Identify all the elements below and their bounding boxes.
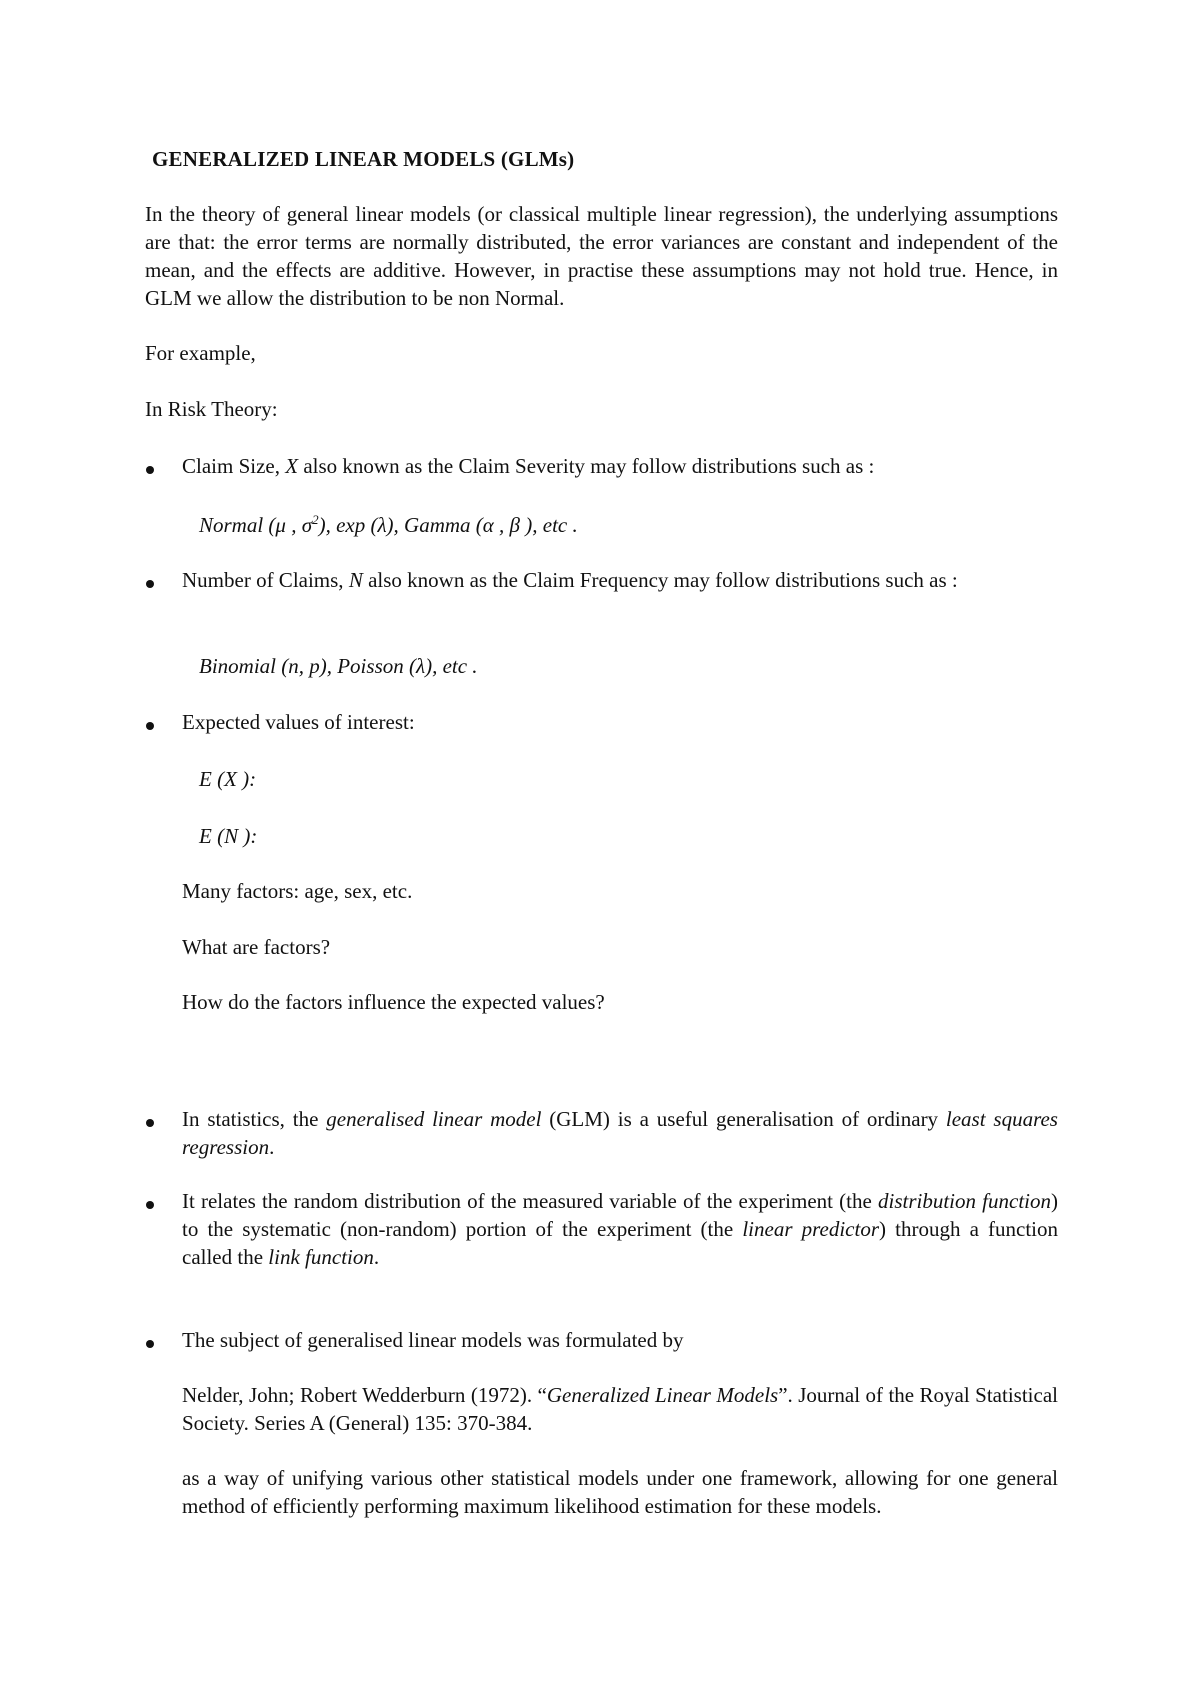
expected-n: E (N ): — [199, 824, 258, 848]
claim-size-pre: Claim Size, — [182, 454, 286, 478]
relates-d: . — [373, 1245, 380, 1269]
what-factors-line: What are factors? — [182, 935, 331, 959]
claim-size-post: also known as the Claim Severity may follow distributions such as : — [298, 454, 875, 478]
formula-rest: ), exp (λ), Gamma (α , β ), etc . — [318, 513, 578, 537]
num-claims-item — [182, 566, 1058, 594]
statistics-pre: In statistics, the — [182, 1107, 327, 1131]
statistics-item — [182, 1105, 1058, 1161]
expected-values-item: Expected values of interest: — [182, 710, 415, 734]
relates-em-link: link function — [268, 1245, 374, 1269]
citation-em-title: Generalized Linear Models — [546, 1383, 779, 1407]
formula-normal: Normal (μ , σ — [199, 513, 313, 537]
relates-item — [182, 1187, 1058, 1271]
unifying-paragraph: as a way of unifying various other statistical models under one framework, allowing for one general method of efficiently performing maximum likelihood estimation for these models. — [182, 1466, 1058, 1518]
bullet-dot-icon — [146, 722, 154, 730]
relates-b: ) to the systematic (non-random) portion of the experiment (the — [182, 1189, 1058, 1241]
claim-size-item — [182, 452, 1058, 480]
bullet-dot-icon — [146, 1201, 154, 1209]
relates-a: It relates the random distribution of the measured variable of the experiment (the — [182, 1189, 878, 1213]
bullet-dot-icon — [146, 466, 154, 474]
relates-em-predictor: linear predictor — [742, 1217, 879, 1241]
bullet-dot-icon — [146, 1119, 154, 1127]
num-claims-pre: Number of Claims, — [182, 568, 349, 592]
claim-size-formula — [199, 511, 1059, 539]
num-claims-formula: Binomial (n, p), Poisson (λ), etc . — [199, 654, 478, 678]
num-claims-post: also known as the Claim Frequency may follow distributions such as : — [362, 568, 958, 592]
bullet-dot-icon — [146, 1340, 154, 1348]
statistics-em-glm: generalised linear model — [326, 1107, 542, 1131]
num-claims-var: N — [348, 568, 363, 592]
expected-x: E (X ): — [199, 767, 257, 791]
bullet-dot-icon — [146, 580, 154, 588]
citation-a: Nelder, John; Robert Wedderburn (1972). “ — [182, 1383, 547, 1407]
how-factors-line: How do the factors influence the expected values? — [182, 990, 605, 1014]
for-example-line: For example, — [145, 341, 256, 365]
statistics-em-lsr: least squares regression — [182, 1107, 1058, 1159]
risk-theory-line: In Risk Theory: — [145, 397, 278, 421]
citation-b: ”. Journal of the Royal Statistical Society. Series A (General) 135: 370-384. — [182, 1383, 1058, 1435]
citation-paragraph — [182, 1381, 1058, 1437]
relates-em-distribution: distribution function — [877, 1189, 1051, 1213]
intro-paragraph: In the theory of general linear models (or classical multiple linear regression), the underlying assumptions are that: the error terms are normally distributed, the error variances are constant and independent of the mean, and the effects are additive. However, in practise these assumptions may not hold true. Hence, in GLM we allow the distribution to be non Normal. — [145, 202, 1058, 310]
subject-item: The subject of generalised linear models was formulated by — [182, 1328, 684, 1352]
many-factors-line: Many factors: age, sex, etc. — [182, 879, 413, 903]
statistics-post: . — [269, 1135, 275, 1159]
formula-sup: 2 — [312, 512, 319, 527]
relates-c: ) through a function called the — [182, 1217, 1059, 1269]
statistics-mid: (GLM) is a useful generalisation of ordinary — [541, 1107, 946, 1131]
claim-size-var: X — [285, 454, 299, 478]
page-title: GENERALIZED LINEAR MODELS (GLMs) — [152, 147, 575, 171]
